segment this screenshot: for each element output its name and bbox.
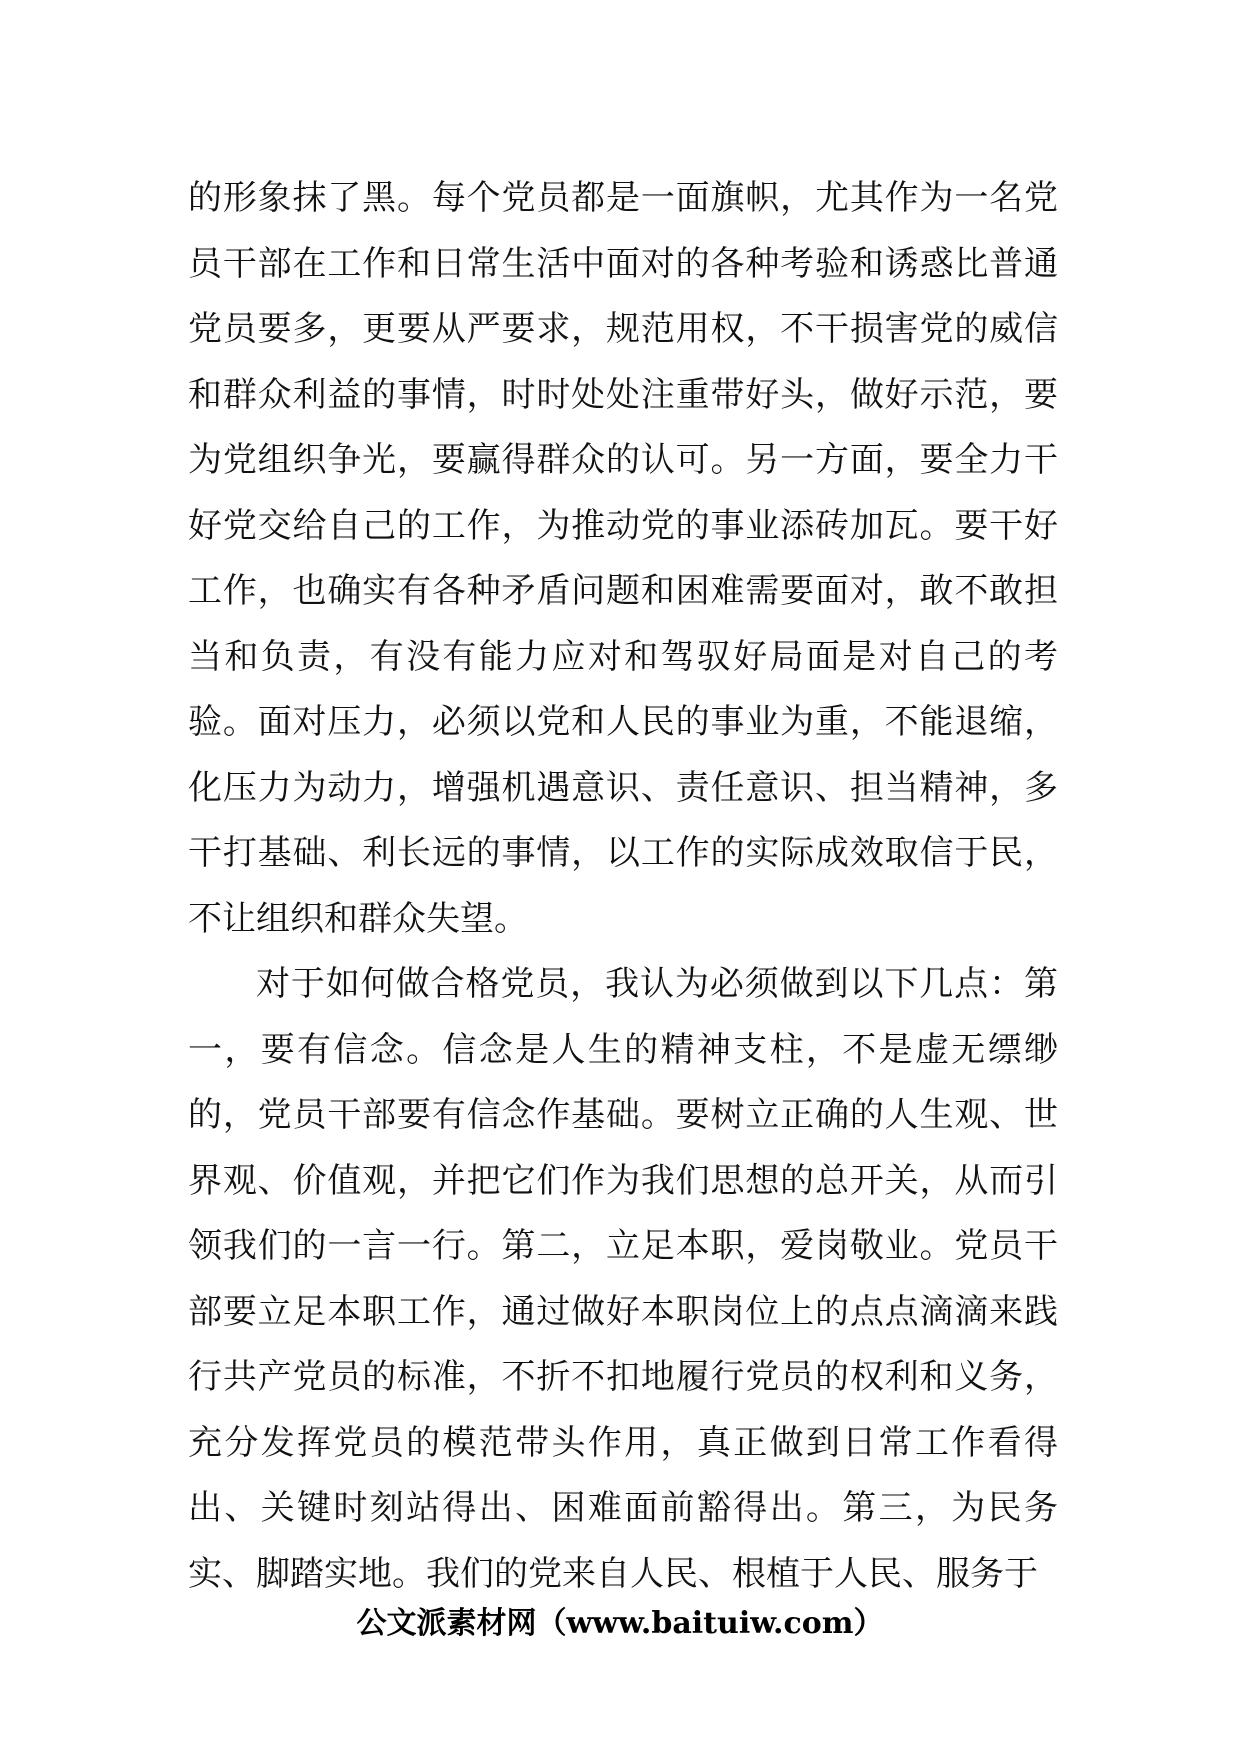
document-body [188,166,1058,1607]
page-footer-watermark: 公文派素材网（www.baituiw.com） [356,1606,884,1641]
paragraph-1: 的形象抹了黑。每个党员都是一面旗帜，尤其作为一名党员干部在工作和日常生活中面对的各种考验和诱惑比普通党员要多，更要从严要求，规范用权，不干损害党的威信和群众利益的事情，时时处处注重带好头，做好示范，要为党组织争光，要赢得群众的认可。另一方面，要全力干好党交给自己的工作，为推动党的事业添砖加瓦。要干好工作，也确实有各种矛盾问题和困难需要面对，敢不敢担当和负责，有没有能力应对和驾驭好局面是对自己的考验。面对压力，必须以党和人民的事业为重，不能退缩，化压力为动力，增强机遇意识、责任意识、担当精神，多干打基础、利长远的事情，以工作的实际成效取信于民，不让组织和群众失望。 [188,178,1058,939]
paragraph-2: 对于如何做合格党员，我认为必须做到以下几点：第一，要有信念。信念是人生的精神支柱，不是虚无缥缈的，党员干部要有信念作基础。要树立正确的人生观、世界观、价值观，并把它们作为我们思想的总开关，从而引领我们的一言一行。第二，立足本职，爱岗敬业。党员干部要立足本职工作，通过做好本职岗位上的点点滴滴来践行共产党员的标准，不折不扣地履行党员的权利和义务，充分发挥党员的模范带头作用，真正做到日常工作看得出、关键时刻站得出、困难面前豁得出。第三，为民务实、脚踏实地。我们的党来自人民、根植于人民、服务于 [188,964,1058,1594]
